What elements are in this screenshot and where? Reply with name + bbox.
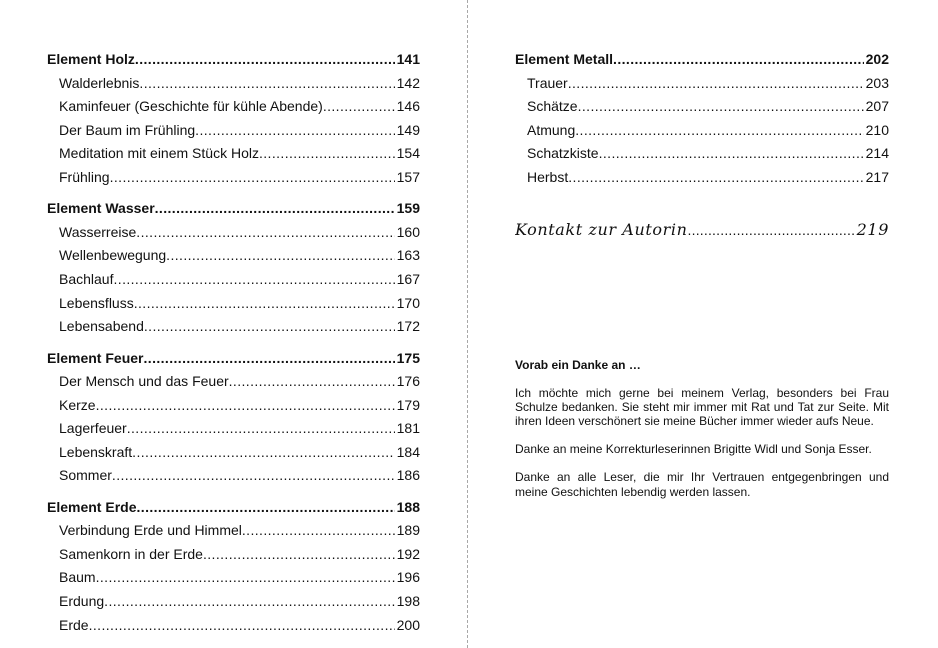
toc-entry-title: Bachlauf	[59, 270, 114, 287]
toc-entry	[515, 72, 889, 96]
toc-page-number: 207	[865, 98, 889, 115]
toc-entry-title: Wasserreise	[59, 223, 137, 240]
toc-entry-title: Sommer	[59, 467, 112, 484]
toc-entry	[47, 72, 420, 96]
toc-page-number: 214	[865, 145, 889, 162]
right-page	[469, 0, 938, 648]
toc-leader	[599, 142, 864, 166]
toc-leader	[575, 119, 863, 143]
toc-leader	[323, 95, 395, 119]
toc-leader	[229, 370, 395, 394]
toc-entry	[47, 370, 420, 394]
toc-page-number: 219	[856, 220, 889, 239]
toc-entry	[47, 464, 420, 488]
toc-entry	[515, 119, 889, 143]
toc-section-metall	[515, 48, 889, 72]
toc-section-title: Element Feuer	[47, 349, 144, 366]
toc-leader	[135, 48, 395, 72]
toc-page-number: 163	[396, 247, 420, 264]
toc-section-wasser	[47, 197, 420, 221]
toc-leader	[104, 590, 394, 614]
toc-page-number: 198	[396, 593, 420, 610]
toc-contact-title: Kontakt zur Autorin	[515, 220, 688, 239]
toc-leader	[203, 543, 395, 567]
toc-entry-title: Lebensfluss	[59, 294, 134, 311]
toc-leader	[113, 268, 394, 292]
toc-leader	[132, 441, 394, 465]
toc-leader	[89, 614, 395, 638]
toc-leader	[143, 347, 394, 371]
toc-section-holz	[47, 48, 420, 72]
toc-leader	[134, 292, 395, 316]
toc-entry-title: Herbst	[527, 168, 569, 185]
toc-leader	[242, 519, 395, 543]
toc-entry	[47, 244, 420, 268]
toc-entry	[47, 417, 420, 441]
toc-leader	[96, 566, 395, 590]
toc-entry	[47, 566, 420, 590]
toc-page-number: 189	[396, 522, 420, 539]
toc-entry	[47, 614, 420, 638]
toc-page-number: 210	[865, 121, 889, 138]
toc-entry	[47, 142, 420, 166]
toc-page-number: 149	[396, 121, 420, 138]
toc-entry-title: Baum	[59, 569, 96, 586]
toc-page-number: 179	[396, 396, 420, 413]
toc-entry-title: Frühling	[59, 168, 110, 185]
toc-page-number: 186	[396, 467, 420, 484]
toc-page-number: 141	[396, 51, 420, 67]
toc-entry-title: Erde	[59, 616, 89, 633]
toc-entry	[47, 119, 420, 143]
toc-page-number: 159	[396, 200, 420, 217]
toc-page-number: 203	[865, 74, 889, 91]
toc-entry	[515, 166, 889, 190]
toc-leader	[568, 166, 863, 190]
toc-leader	[155, 197, 395, 221]
toc-entry-title: Lagerfeuer	[59, 420, 127, 437]
toc-page-number: 188	[396, 498, 420, 515]
toc-section-feuer	[47, 347, 420, 371]
toc-page-number: 176	[396, 373, 420, 390]
toc-left	[47, 48, 420, 637]
toc-entry-title: Samenkorn in der Erde	[59, 545, 203, 562]
toc-entry-title: Kaminfeuer (Geschichte für kühle Abende)	[59, 98, 323, 115]
toc-page-number: 184	[396, 443, 420, 460]
toc-leader	[136, 221, 394, 245]
toc-section-title: Element Holz	[47, 51, 135, 67]
toc-section-title: Element Metall	[515, 51, 614, 67]
toc-entry-title: Schatzkiste	[527, 145, 599, 162]
toc-right	[515, 48, 889, 189]
toc-entry-title: Meditation mit einem Stück Holz	[59, 145, 259, 162]
toc-page-number: 202	[865, 51, 889, 67]
toc-leader	[139, 72, 394, 96]
toc-leader	[144, 315, 395, 339]
toc-page-number: 157	[396, 168, 420, 185]
toc-entry-title: Der Baum im Frühling	[59, 121, 196, 138]
toc-entry	[47, 268, 420, 292]
toc-page-number: 170	[396, 294, 420, 311]
toc-entry	[47, 221, 420, 245]
toc-entry-title: Wellenbewegung	[59, 247, 167, 264]
toc-entry-title: Atmung	[527, 121, 576, 138]
toc-entry	[47, 441, 420, 465]
toc-leader	[613, 48, 864, 72]
toc-leader	[96, 394, 395, 418]
toc-entry	[47, 95, 420, 119]
toc-entry-title: Verbindung Erde und Himmel	[59, 522, 242, 539]
toc-leader	[127, 417, 395, 441]
acknowledgements-paragraph: Ich möchte mich gerne bei meinem Verlag, besonders bei Frau Schulze bedanken. Sie steht mir immer mit Rat und Tat zur Seite. Mit ihren Ideen verschönert sie meine Bücher immer wieder aufs Neue.	[515, 386, 889, 429]
left-page	[0, 0, 468, 648]
toc-page-number: 154	[396, 145, 420, 162]
toc-leader	[110, 166, 395, 190]
toc-contact-entry	[515, 218, 889, 242]
toc-page-number: 192	[396, 545, 420, 562]
toc-entry-title: Walderlebnis	[59, 74, 140, 91]
toc-section-erde	[47, 496, 420, 520]
toc-leader	[136, 496, 394, 520]
toc-entry-title: Trauer	[527, 74, 568, 91]
toc-leader	[166, 244, 394, 268]
toc-entry	[515, 142, 889, 166]
toc-leader	[259, 142, 395, 166]
toc-entry	[47, 292, 420, 316]
acknowledgements-paragraph: Danke an meine Korrekturleserinnen Brigitte Widl und Sonja Esser.	[515, 442, 872, 457]
toc-page-number: 217	[865, 168, 889, 185]
toc-entry-title: Schätze	[527, 98, 578, 115]
toc-leader	[568, 72, 864, 96]
toc-page-number: 196	[396, 569, 420, 586]
toc-entry-title: Der Mensch und das Feuer	[59, 373, 229, 390]
toc-leader	[195, 119, 394, 143]
toc-entry-title: Lebensabend	[59, 318, 144, 335]
acknowledgements	[515, 358, 889, 513]
toc-entry-title: Kerze	[59, 396, 96, 413]
toc-page-number: 142	[396, 74, 420, 91]
toc-page-number: 160	[396, 223, 420, 240]
toc-leader	[578, 95, 864, 119]
toc-entry-title: Erdung	[59, 593, 105, 610]
toc-page-number: 167	[396, 270, 420, 287]
toc-entry	[47, 315, 420, 339]
toc-page-number: 172	[396, 318, 420, 335]
toc-entry	[515, 95, 889, 119]
toc-page-number: 200	[396, 616, 420, 633]
toc-leader	[112, 464, 395, 488]
acknowledgements-heading: Vorab ein Danke an …	[515, 358, 641, 372]
toc-entry-title: Lebenskraft	[59, 443, 133, 460]
toc-page-number: 181	[396, 420, 420, 437]
toc-leader	[688, 218, 855, 242]
toc-page-number: 175	[396, 349, 420, 366]
toc-entry	[47, 166, 420, 190]
acknowledgements-paragraph: Danke an alle Leser, die mir Ihr Vertrauen entgegenbringen und meine Geschichten lebendig werden lassen.	[515, 470, 889, 499]
toc-entry	[47, 394, 420, 418]
toc-page-number: 146	[396, 98, 420, 115]
page-divider	[467, 0, 468, 648]
toc-section-title: Element Wasser	[47, 200, 155, 217]
toc-entry	[47, 590, 420, 614]
toc-section-title: Element Erde	[47, 498, 137, 515]
toc-entry	[47, 519, 420, 543]
toc-entry	[47, 543, 420, 567]
